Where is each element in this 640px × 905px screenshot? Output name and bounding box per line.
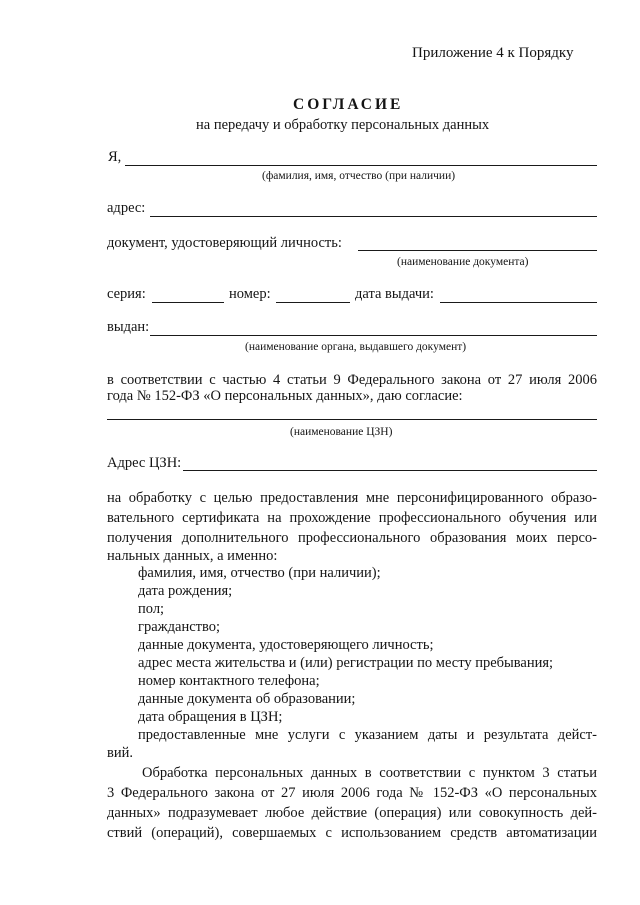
czn-name-field-line[interactable] [107,419,597,420]
issue-date-field-line[interactable] [440,302,597,303]
czn-name-caption: (наименование ЦЗН) [290,426,393,438]
processing-line: 3 Федерального закона от 27 июля 2006 года № 152-ФЗ «О персональных [107,785,597,801]
data-item-tail: вий. [107,745,133,761]
purpose-line: нальных данных, а именно: [107,548,278,564]
fio-caption: (фамилия, имя, отчество (при наличии) [262,170,456,182]
czn-address-label: Адрес ЦЗН: [107,455,182,471]
address-label: адрес: [107,200,146,216]
processing-line: ствий (операций), совершаемых с использованием средств автоматизации [107,825,597,841]
purpose-line: на обработку с целью предоставления мне персонифицированного образо- [107,490,597,506]
number-label: номер: [229,286,271,302]
number-field-line[interactable] [276,302,350,303]
document-caption: (наименование документа) [397,256,529,268]
series-label: серия: [107,286,146,302]
issued-by-label: выдан: [107,319,150,335]
data-item: фамилия, имя, отчество (при наличии); [138,565,381,581]
consent-line-1: в соответствии с частью 4 статьи 9 Федерального закона от 27 июля 2006 [107,372,597,388]
processing-line: Обработка персональных данных в соответствии с пунктом 3 статьи [142,765,597,781]
document-subtitle: на передачу и обработку персональных данных [196,117,490,133]
data-item: адрес места жительства и (или) регистрации по месту пребывания; [138,655,554,671]
purpose-line: получения дополнительного профессионального образования моих персо- [107,530,597,546]
data-item: дата обращения в ЦЗН; [138,709,283,725]
data-item: пол; [138,601,165,617]
data-item: данные документа об образовании; [138,691,356,707]
data-item: дата рождения; [138,583,233,599]
processing-line: данных» подразумевает любое действие (операция) или совокупность дей- [107,805,597,821]
data-item: номер контактного телефона; [138,673,320,689]
document-label: документ, удостоверяющий личность: [107,235,342,251]
issued-by-field-line[interactable] [150,335,597,336]
data-item: гражданство; [138,619,221,635]
appendix-reference: Приложение 4 к Порядку [412,45,574,61]
document-field-line[interactable] [358,250,597,251]
address-field-line[interactable] [150,216,597,217]
purpose-line: вательного сертификата на прохождение профессионального обучения или [107,510,597,526]
czn-address-field-line[interactable] [183,470,597,471]
fio-field-line[interactable] [125,165,597,166]
ya-label: Я, [108,149,122,165]
consent-line-2: года № 152-ФЗ «О персональных данных», даю согласие: [107,388,463,404]
issue-date-label: дата выдачи: [355,286,434,302]
data-item: предоставленные мне услуги с указанием даты и результата дейст- [138,727,597,743]
document-title: СОГЛАСИЕ [293,96,404,113]
series-field-line[interactable] [152,302,224,303]
data-item: данные документа, удостоверяющего личность; [138,637,434,653]
issued-by-caption: (наименование органа, выдавшего документ) [245,341,467,353]
